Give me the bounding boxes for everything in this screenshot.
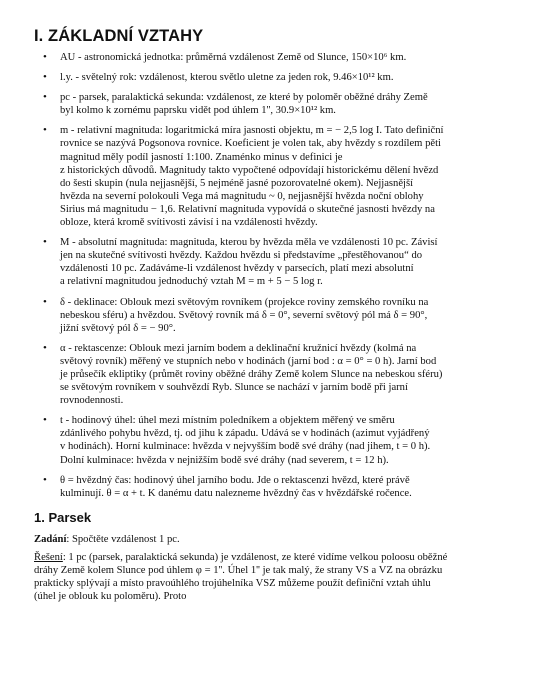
text-line: nebeskou sféru) a hvězdou. Světový rovník má δ = 0°, severní světový pól má δ = 90°, — [60, 309, 428, 321]
text-line: • δ - deklinace: Oblouk mezi světovým rovníkem (projekce roviny zemského rovníku na — [60, 296, 429, 308]
text-line: • M - absolutní magnituda: magnituda, kterou by hvězda měla ve vzdálenosti 10 pc. Závisí — [60, 237, 438, 249]
bullet-sidereal-time — [34, 474, 506, 500]
text-line: • t - hodinový úhel: úhel mezi místním poledníkem a objektem měřený ve směru — [60, 415, 395, 427]
text-line: • AU - astronomická jednotka: průměrná vzdálenost Země od Slunce, 150×10⁶ km. — [60, 52, 407, 63]
text-line: hvězda na severní polokouli Vega má magnitudu ~ 0, nejjasnější hvězda noční oblohy — [60, 190, 424, 202]
assignment-text: : Spočtěte vzdálenost 1 pc. — [66, 533, 180, 545]
text-line: • α - rektascenze: Oblouk mezi jarním bodem a deklinační kružnicí hvězdy (kolmá na — [60, 342, 417, 354]
text-line: dráhy Země kolem Slunce pod úhlem φ = 1''. Úhel 1'' je tak malý, že strany VS a VZ na obrázku — [34, 565, 443, 576]
text-line: • l.y. - světelný rok: vzdálenost, kterou světlo uletne za jeden rok, 9.46×10¹² km. — [60, 72, 394, 84]
text-line: rovnodennosti. — [60, 395, 124, 407]
text-line: • θ = hvězdný čas: hodinový úhel jarního bodu. Jde o rektascenzi hvězd, které právě — [60, 474, 410, 486]
text-line — [34, 551, 506, 564]
bullet-hour-angle — [34, 414, 506, 466]
assignment-paragraph — [34, 533, 506, 546]
text-line: vzdálenosti 10 pc. Zadáváme-li vzdálenost hvězdy v parsecích, platí mezi absolutní — [60, 263, 414, 275]
document-title: I. ZÁKLADNÍ VZTAHY — [34, 27, 204, 45]
definitions-list — [34, 51, 506, 500]
text-line: • m - relativní magnituda: logaritmická míra jasnosti objektu, m = − 2,5 log I. Tato definiční — [60, 125, 444, 137]
text-line: Sirius má magnitudu − 1,6. Relativní magnituda vypovídá o skutečné jasnosti hvězdy na — [60, 203, 435, 215]
text-line: do šesti skupin (nula nejjasnější, 5 nejméně jasné pozorovatelné okem). Nejjasnější — [60, 177, 414, 189]
assignment-label: Zadání — [34, 533, 67, 545]
bullet-light-year — [34, 71, 506, 84]
solution-label: Řešení — [34, 551, 63, 563]
text-line: kulminují. θ = α + t. K danému datu nalezneme hvězdný čas v hvězdářské ročence. — [60, 487, 412, 499]
text-line: • pc - parsek, paralaktická sekunda: vzdálenost, ze které by poloměr oběžné dráhy Země — [60, 92, 428, 104]
text-line: zdánlivého pohybu hvězd, tj. od jihu k západu. Udává se v hodinách (azimut vyjádřený — [60, 428, 430, 440]
bullet-parsec — [34, 91, 506, 117]
text-line: (úhel je oblouk ku poloměru). Proto — [34, 591, 187, 603]
text-line: z historických důvodů. Magnitudy takto vypočtené odpovídají historickému dělení hvězd — [60, 164, 439, 176]
text-line: se světovým rovníkem v souhvězdí Ryb. Slunce se nachází v jarním bodě při jarní — [60, 382, 408, 394]
text-line: jižní světový pól δ = − 90°. — [60, 322, 176, 334]
text-line: světový rovník) měřený ve stupních nebo v hodinách (jarní bod : α = 0° = 0 h). Jarní bod — [60, 355, 437, 367]
solution-paragraph — [34, 551, 506, 603]
text-line: obloze, která kromě svítivosti závisí i na vzdálenosti hvězdy. — [60, 217, 318, 229]
bullet-absolute-magnitude — [34, 236, 506, 288]
bullet-au — [34, 51, 506, 64]
text-line: rovnice se nazývá Pogsonova rovnice. Koeficient je volen tak, aby hvězdy s rozdílem pěti — [60, 138, 441, 150]
text-line: a relativní magnitudou jednoduchý vztah M = m + 5 − 5 log r. — [60, 276, 323, 288]
bullet-right-ascension — [34, 342, 506, 407]
text-line: je průsečík ekliptiky (průmět roviny oběžné dráhy Země kolem Slunce na nebeskou sféru) — [60, 368, 443, 380]
text-line: byl kolmo k zornému paprsku vidět pod úhlem 1'', 30.9×10¹² km. — [60, 105, 336, 117]
text-line: magnitud měly podíl jasností 1:100. Znaménko minus v definici je — [60, 151, 343, 163]
bullet-relative-magnitude — [34, 124, 506, 229]
text-line: : 1 pc (parsek, paralaktická sekunda) je vzdálenost, ze které vidíme velkou poloosu oběžné — [62, 551, 448, 563]
text-line: v hodinách). Horní kulminace: hvězda v nejvyšším bodě své dráhy (nad jihem, t = 0 h). — [60, 441, 431, 453]
text-line: Dolní kulminace: hvězda v nejnižším bodě své dráhy (nad severem, t = 12 h). — [60, 454, 389, 466]
text-line: prakticky splývají a místo pravoúhlého trojúhelníka VSZ můžeme použít definiční vztah úhlu — [34, 578, 431, 590]
section-heading: 1. Parsek — [34, 509, 92, 525]
text-line: jen na skutečné svítivosti hvězdy. Každou hvězdu si představíme „přestěhovanou“ do — [60, 250, 423, 262]
bullet-declination — [34, 296, 506, 335]
